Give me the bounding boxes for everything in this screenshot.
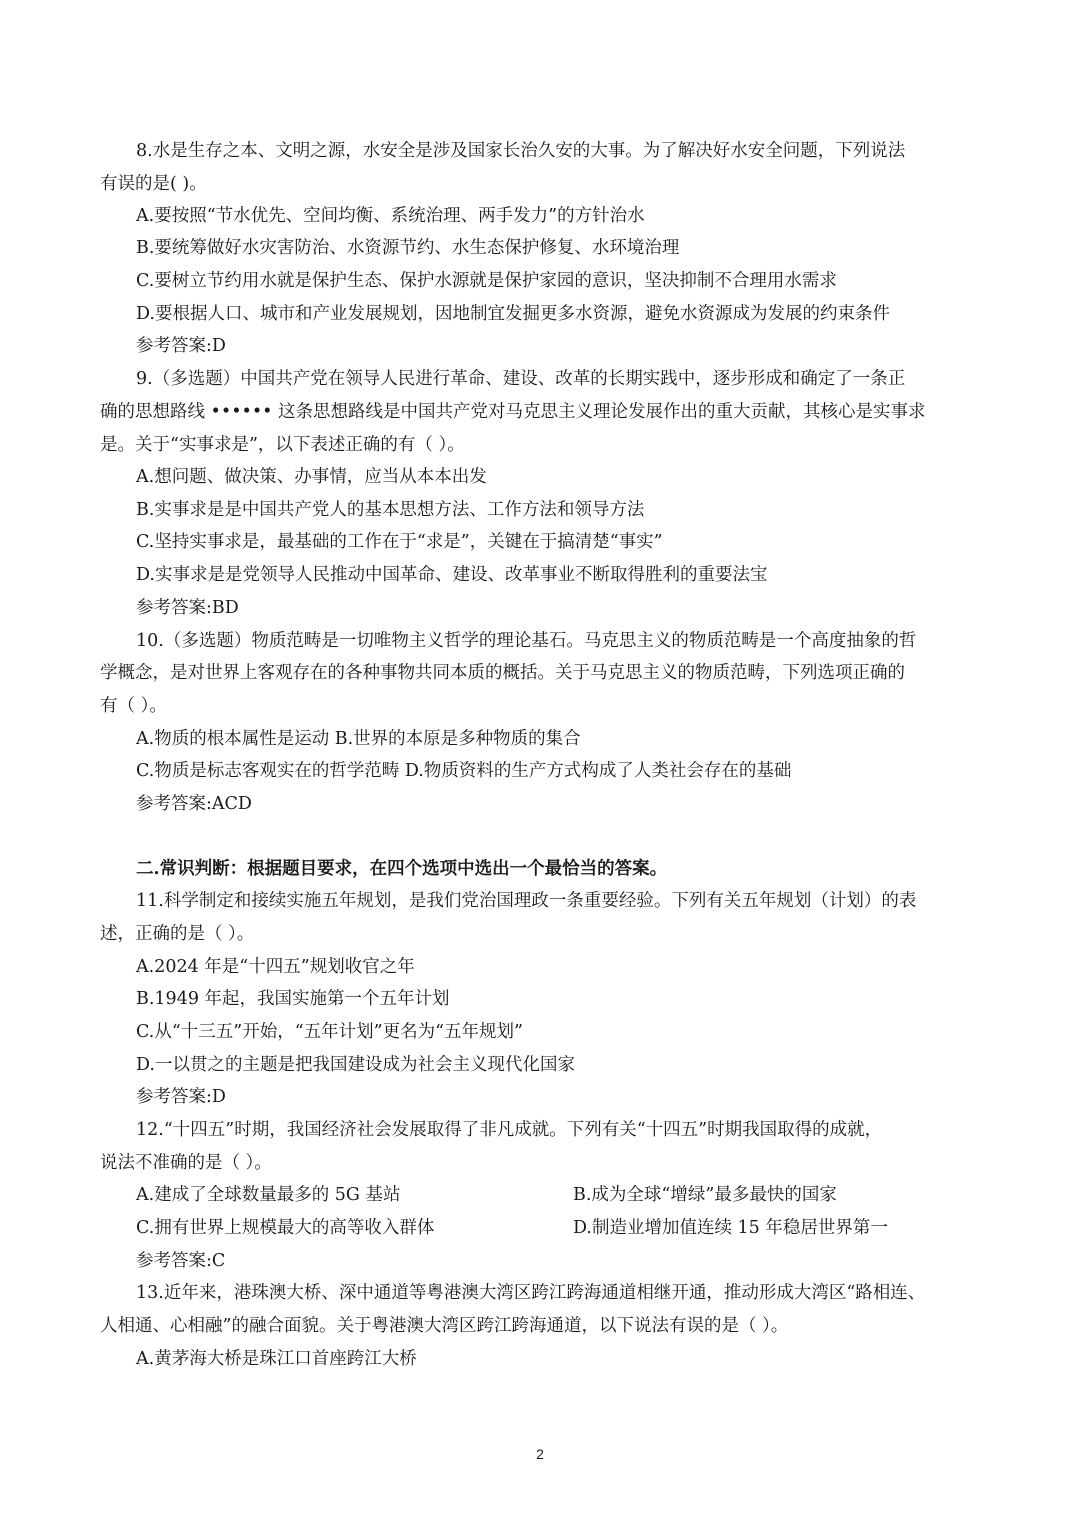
q11-option-a: A.2024 年是“十四五”规划收官之年	[136, 957, 415, 977]
q13-stem-line-2: 人相通、心相融”的融合面貌。关于粤港澳大湾区跨江跨海通道，以下说法有误的是（ ）。	[100, 1316, 789, 1336]
q9-option-a: A.想问题、做决策、办事情，应当从本本出发	[136, 467, 487, 487]
q8-option-d: D.要根据人口、城市和产业发展规划，因地制宜发掘更多水资源，避免水资源成为发展的约束条件	[136, 304, 890, 324]
q10-stem-line-3: 有（ ）。	[100, 696, 167, 716]
q10-options-ab: A.物质的根本属性是运动 B.世界的本原是多种物质的集合	[136, 729, 581, 749]
q8-stem-line-1: 8.水是生存之本、文明之源，水安全是涉及国家长治久安的大事。为了解决好水安全问题，下列说法	[136, 141, 906, 161]
q10-stem-line-2: 学概念，是对世界上客观存在的各种事物共同本质的概括。关于马克思主义的物质范畴，下列选项正确的	[100, 663, 905, 683]
q12-option-d: D.制造业增加值连续 15 年稳居世界第一	[573, 1218, 888, 1238]
q8-stem-line-2: 有误的是( )。	[100, 174, 207, 194]
q10-answer: 参考答案:ACD	[136, 794, 252, 814]
q13-stem-line-1: 13.近年来，港珠澳大桥、深中通道等粤港澳大湾区跨江跨海通道相继开通，推动形成大湾区“路相连、	[136, 1283, 926, 1303]
q8-option-c: C.要树立节约用水就是保护生态、保护水源就是保护家园的意识，坚决抑制不合理用水需求	[136, 271, 837, 291]
q8-option-a: A.要按照“节水优先、空间均衡、系统治理、两手发力”的方针治水	[136, 206, 645, 226]
q12-stem-line-1: 12.“十四五”时期，我国经济社会发展取得了非凡成就。下列有关“十四五”时期我国取得的成就，	[136, 1120, 883, 1140]
q11-option-b: B.1949 年起，我国实施第一个五年计划	[136, 989, 450, 1009]
q8-answer: 参考答案:D	[136, 336, 226, 356]
q9-stem-line-2: 确的思想路线 •••••• 这条思想路线是中国共产党对马克思主义理论发展作出的重大贡献，其核心是实事求	[100, 402, 926, 422]
q9-option-d: D.实事求是是党领导人民推动中国革命、建设、改革事业不断取得胜利的重要法宝	[136, 565, 768, 585]
q11-option-c: C.从“十三五”开始，“五年计划”更名为“五年规划”	[136, 1022, 524, 1042]
q12-option-c: C.拥有世界上规模最大的高等收入群体	[136, 1218, 435, 1238]
q12-option-a: A.建成了全球数量最多的 5G 基站	[136, 1185, 401, 1205]
q12-stem-line-2: 说法不准确的是（ ）。	[100, 1153, 272, 1173]
q11-option-d: D.一以贯之的主题是把我国建设成为社会主义现代化国家	[136, 1055, 575, 1075]
section-heading: 二.常识判断：根据题目要求，在四个选项中选出一个最恰当的答案。	[136, 859, 668, 879]
q11-answer: 参考答案:D	[136, 1087, 226, 1107]
q12-answer: 参考答案:C	[136, 1251, 226, 1271]
q12-option-b: B.成为全球“增绿”最多最快的国家	[573, 1185, 837, 1205]
q9-answer: 参考答案:BD	[136, 598, 239, 618]
q9-option-b: B.实事求是是中国共产党人的基本思想方法、工作方法和领导方法	[136, 500, 645, 520]
q9-stem-line-1: 9.（多选题）中国共产党在领导人民进行革命、建设、改革的长期实践中，逐步形成和确定了一条正	[136, 369, 906, 389]
q11-stem-line-2: 述，正确的是（ ）。	[100, 924, 255, 944]
page-number: 2	[536, 1446, 544, 1462]
q11-stem-line-1: 11.科学制定和接续实施五年规划，是我们党治国理政一条重要经验。下列有关五年规划（计划）的表	[136, 891, 917, 911]
q8-option-b: B.要统筹做好水灾害防治、水资源节约、水生态保护修复、水环境治理	[136, 238, 680, 258]
q13-option-a: A.黄茅海大桥是珠江口首座跨江大桥	[136, 1349, 417, 1369]
q10-stem-line-1: 10.（多选题）物质范畴是一切唯物主义哲学的理论基石。马克思主义的物质范畴是一个高度抽象的哲	[136, 631, 917, 651]
q10-options-cd: C.物质是标志客观实在的哲学范畴 D.物质资料的生产方式构成了人类社会存在的基础	[136, 761, 792, 781]
q9-stem-line-3: 是。关于“实事求是”，以下表述正确的有（ ）。	[100, 435, 465, 455]
q9-option-c: C.坚持实事求是，最基础的工作在于“求是”，关键在于搞清楚“事实”	[136, 532, 663, 552]
